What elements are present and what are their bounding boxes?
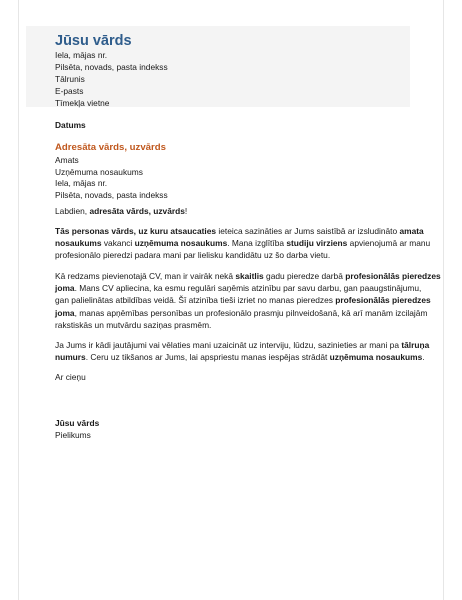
paragraph-line: profesionālo pieredzi padara mani par lielisku kandidātu uz šo darba vietu. bbox=[55, 250, 331, 261]
paragraph-line: Ja Jums ir kādi jautājumi vai vēlaties mani uzaicināt uz interviju, lūdzu, sazinieties ar mani pa tālruņa bbox=[55, 340, 430, 350]
sender-address[interactable]: Iela, mājas nr. bbox=[55, 50, 108, 60]
paragraph-line: Tās personas vārds, uz kuru atsaucaties ieteica sazināties ar Jums saistībā ar izsludināto amata bbox=[55, 226, 424, 236]
sender-phone[interactable]: Tālrunis bbox=[55, 74, 85, 84]
salutation-prefix: Labdien, bbox=[55, 206, 90, 216]
recipient-company[interactable]: Uzņēmuma nosaukums bbox=[55, 166, 143, 177]
sender-email[interactable]: E-pasts bbox=[55, 86, 84, 96]
paragraph-line: numurs. Ceru uz tikšanos ar Jums, lai apspriestu manas iespējas strādāt uzņēmuma nosaukums. bbox=[55, 352, 425, 363]
paragraph-line: joma, manas apņēmības personības un profesionālo prasmju pilnveidošanā, kā arī manām izcilajām bbox=[55, 307, 428, 318]
recipient-city[interactable]: Pilsēta, novads, pasta indekss bbox=[55, 189, 168, 200]
paragraph-line: gan palielinātas atbildības veidā. Šī atzinība tieši izriet no manas pieredzes profesionālās pieredzes bbox=[55, 295, 431, 306]
salutation-name: adresāta vārds, uzvārds bbox=[89, 206, 185, 216]
sender-name[interactable]: Jūsu vārds bbox=[55, 33, 132, 49]
body-paragraph-3[interactable] bbox=[55, 339, 429, 363]
recipient-title[interactable]: Amats bbox=[55, 155, 79, 165]
paragraph-line: joma. Mans CV apliecina, ka esmu regulāri saņēmis atzinību par savu darbu, gan paaugstinājumu, bbox=[55, 283, 422, 294]
salutation[interactable] bbox=[55, 205, 187, 217]
recipient-name[interactable]: Adresāta vārds, uzvārds bbox=[55, 142, 166, 153]
letter-date[interactable]: Datums bbox=[55, 120, 86, 130]
body-paragraph-2[interactable] bbox=[55, 270, 441, 331]
enclosure[interactable]: Pielikums bbox=[55, 430, 91, 440]
recipient-address[interactable]: Iela, mājas nr. bbox=[55, 178, 108, 189]
signature-name[interactable]: Jūsu vārds bbox=[55, 418, 100, 428]
paragraph-line: rakstiskās un mutvārdu saziņas prasmēm. bbox=[55, 319, 212, 330]
salutation-suffix: ! bbox=[184, 206, 188, 216]
sender-city[interactable]: Pilsēta, novads, pasta indekss bbox=[55, 62, 168, 72]
sender-website[interactable]: Tīmekļa vietne bbox=[55, 98, 110, 108]
paragraph-line: nosaukums vakanci uzņēmuma nosaukums. Mana izglītība studiju virziens apvienojumā ar manu bbox=[55, 238, 431, 249]
sender-contact-block bbox=[55, 49, 168, 109]
recipient-block bbox=[55, 155, 168, 201]
closing[interactable]: Ar cieņu bbox=[55, 372, 86, 382]
body-paragraph-1[interactable] bbox=[55, 225, 430, 262]
paragraph-line: Kā redzams pievienotajā CV, man ir vairāk nekā skaitlis gadu pieredze darbā profesionālās pieredzes bbox=[55, 271, 441, 281]
